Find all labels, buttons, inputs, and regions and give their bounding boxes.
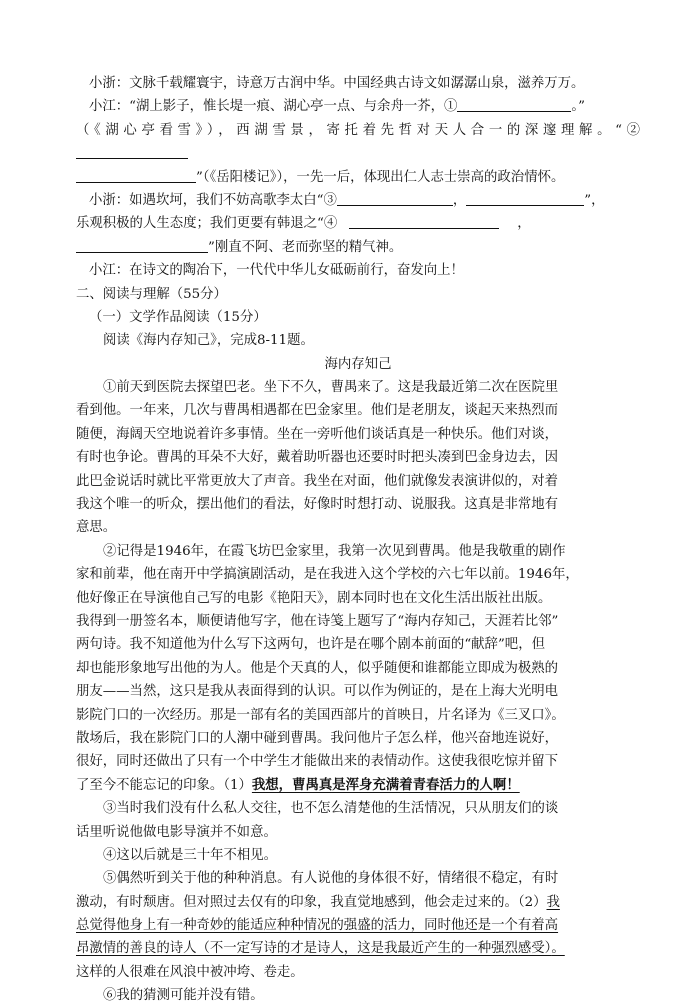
underlined-sentence-2: 我 — [546, 894, 560, 910]
paragraph-line: 有时也争论。曹禺的耳朵不大好，戴着助听器也还要时时把头凑到巴金身边去，因 — [76, 450, 559, 466]
paragraph-line: 影院门口的一次经历。那是一部有名的美国西部片的首映日，片名译为《三叉口》。 — [76, 707, 565, 723]
paragraph-line: 朋友——当然，这只是我从表面得到的认识。可以作为例证的，是在上海大光明电 — [76, 684, 559, 700]
paragraph-text: 激动，有时颓唐。但对照过去仅有的印象，我直觉地感到，他会走过来的。（2） — [76, 894, 547, 910]
paragraph-line: 他好像正在导演他自己写的电影《艳阳天》，剧本同时也在文化生活出版社出版。 — [76, 590, 552, 606]
paragraph-line — [76, 774, 640, 797]
dialogue-text: ”刚直不阿、老而弥坚的精气神。 — [208, 239, 403, 255]
paragraph-line: 意思。 — [76, 520, 117, 536]
dialogue-text: 小浙：文脉千载耀寰宇，诗意万古润中华。中国经典古诗文如潺潺山泉，滋养万万。 — [89, 76, 585, 91]
answer-blank-3b[interactable] — [466, 190, 584, 206]
answer-blank-4a[interactable] — [349, 213, 499, 229]
dialogue-text: ”， — [584, 192, 605, 208]
paragraph-line: 我这个唯一的听众，摆出他们的看法，好像时时想打动、说服我。这真是非常地有 — [76, 497, 559, 513]
document-content — [76, 72, 640, 1008]
paragraph-line: ⑤偶然听到关于他的种种消息。有人说他的身体很不好，情绪很不稳定，有时 — [103, 871, 559, 887]
dialogue-text: （《湖心亭看雪》），西湖雪景，寄托着先哲对天人合一的深邃理解。“② — [76, 122, 640, 138]
paragraph-line: 此巴金说话时就比平常更放大了声音。我坐在对面，他们就像发表演讲似的，对着 — [76, 473, 559, 489]
dialogue-text: 小江：“湖上影子，惟长堤一痕、湖心亭一点、与余舟一芥，① — [89, 99, 458, 115]
dialogue-text: ， — [517, 216, 531, 232]
paragraph-line: 随便，海阔天空地说着许多事情。坐在一旁听他们谈话真是一种快乐。他们对谈， — [76, 426, 559, 442]
paragraph-line: ①前天到医院去探望巴老。坐下不久，曹禺来了。这是我最近第二次在医院里 — [103, 380, 559, 396]
paragraph-line: 话里听说他做电影导演并不如意。 — [76, 824, 277, 840]
paragraph-line — [76, 937, 640, 960]
paragraph-line: 我得到一册签名本，顺便请他写字，他在诗笺上题写了“海内存知己，天涯若比邻” — [76, 613, 559, 629]
dialogue-line — [76, 119, 640, 142]
answer-blank-4b[interactable] — [76, 237, 208, 253]
dialogue-text: ”（《岳阳楼记》），一先一后，体现出仁人志士崇高的政治情怀。 — [196, 169, 565, 185]
dialogue-text: ， — [452, 192, 467, 208]
dialogue-text: 小江：在诗文的陶冶下，一代代中华儿女砥砺前行，奋发向上！ — [89, 263, 464, 279]
paragraph-line — [76, 891, 640, 914]
paragraph-line: ④这以后就是三十年不相见。 — [103, 847, 278, 863]
dialogue-line — [76, 212, 640, 235]
dialogue-text: 乐观积极的人生态度；我们更要有韩退之“④ — [76, 216, 338, 232]
paragraph-line: 散场后，我在影院门口的人潮中碰到曹禺。我问他片子怎么样，他兴奋地连说好， — [76, 730, 559, 746]
dialogue-line — [76, 142, 640, 165]
paragraph-line: 看到他。一年来，几次与曹禺相遇都在巴金家里。他们是老朋友，谈起天来热烈而 — [76, 403, 559, 419]
paragraph-line — [76, 914, 640, 937]
underlined-sentence-2: 昂激情的善良的诗人（不一定写诗的才是诗人，这是我最近产生的一种强烈感受） — [76, 941, 552, 957]
underlined-sentence-1: 我想，曹禺真是浑身充满着青春活力的人啊！ — [251, 776, 520, 793]
dialogue-line — [76, 166, 640, 189]
paragraph-line: 两句诗。我不知道他为什么写下这两句，也许是在哪个剧本前面的“献辞”吧，但 — [76, 637, 545, 653]
section-heading: 二、阅读与理解（55分） — [76, 286, 227, 302]
dialogue-line — [76, 259, 640, 282]
paragraph-line: ⑥我的猜测可能并没有错。 — [103, 988, 264, 1004]
paragraph-text: 。 — [551, 941, 565, 957]
reading-instruction: 阅读《海内存知己》，完成8-11题。 — [103, 333, 314, 349]
subsection-heading: （一）文学作品阅读（15分） — [89, 309, 267, 325]
paragraph-line: 很好，同时还做出了只有一个中学生才能做出来的表情动作。这使我很吃惊并留下 — [76, 754, 559, 770]
article-title: 海内存知己 — [324, 356, 392, 372]
answer-blank-1[interactable] — [457, 96, 571, 112]
dialogue-line — [76, 95, 640, 118]
underlined-sentence-2: 总觉得他身上有一种奇妙的能适应种种情况的强盛的活力，同时他还是一个有着高 — [76, 918, 559, 934]
answer-blank-3a[interactable] — [337, 190, 453, 206]
dialogue-text: 小浙：如遇坎坷，我们不妨高歌李太白“③ — [89, 192, 337, 208]
dialogue-line — [76, 236, 640, 259]
paragraph-text: 了至今不能忘记的印象。（1） — [76, 777, 252, 793]
paragraph-line: ③当时我们没有什么私人交往，也不怎么清楚他的生活情况，只从朋友们的谈 — [103, 801, 559, 817]
paragraph-line: ②记得是1946年，在霞飞坊巴金家里，我第一次见到曹禺。他是我敬重的剧作 — [103, 543, 566, 559]
answer-blank-2a[interactable] — [76, 143, 188, 159]
dialogue-line — [76, 72, 640, 95]
dialogue-text: 。” — [571, 99, 585, 115]
paragraph-line: 却也能形象地写出他的为人。他是个天真的人，似乎随便和谁都能立即成为极熟的 — [76, 660, 559, 676]
paragraph-line: 家和前辈，他在南开中学搞演剧活动，是在我进入这个学校的六七年以前。1946年， — [76, 567, 579, 583]
answer-blank-2b[interactable] — [76, 167, 196, 183]
paragraph-line: 这样的人很难在风浪中被冲垮、卷走。 — [76, 964, 304, 980]
dialogue-line — [76, 189, 640, 212]
